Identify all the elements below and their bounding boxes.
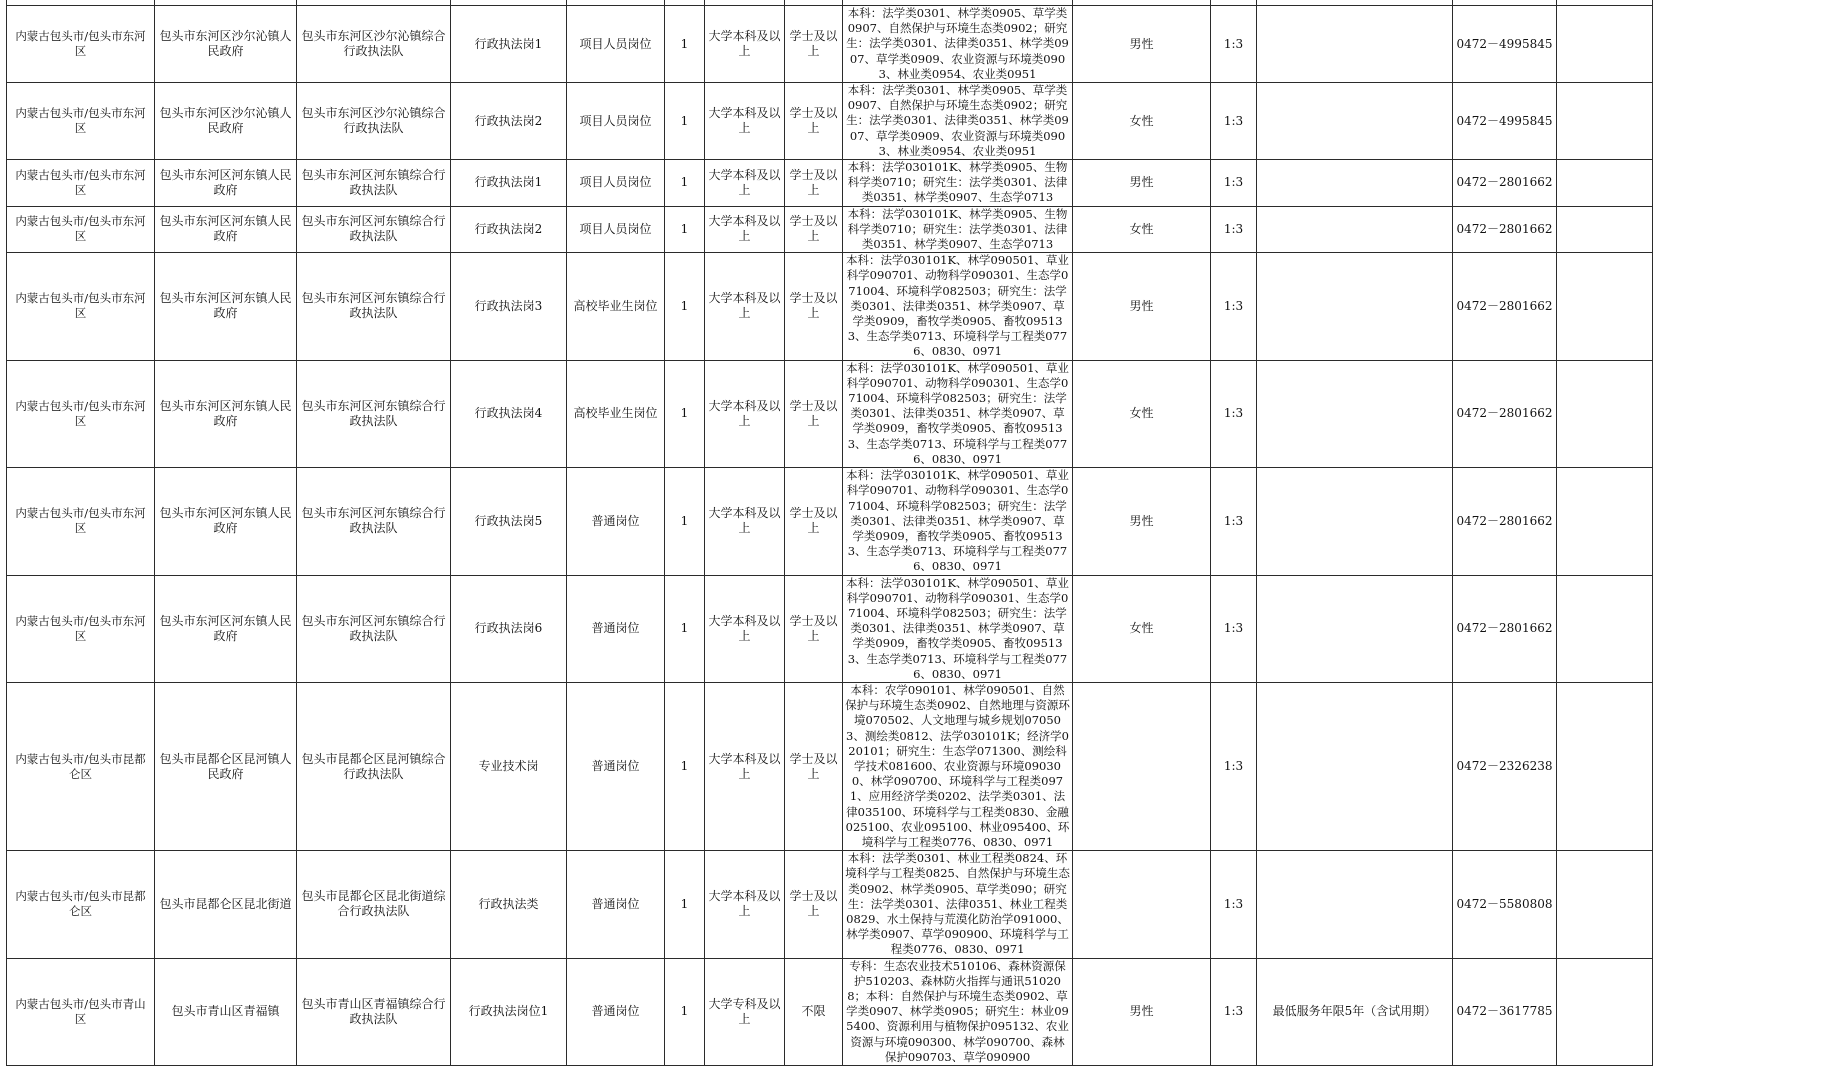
gender-cell[interactable]: 女性 (1073, 575, 1211, 682)
unit-cell[interactable]: 包头市东河区河东镇综合行政执法队 (297, 253, 451, 360)
table-row (7, 83, 1653, 160)
other-cell[interactable] (1257, 682, 1453, 850)
empty-cell[interactable] (1557, 360, 1653, 467)
other-cell[interactable] (1257, 575, 1453, 682)
empty-cell[interactable] (1557, 83, 1653, 160)
requirements-cell[interactable]: 本科：法学类0301、林学类0905、草学类0907、自然保护与环境生态类0902；研究生：法学类0301、法律类0351、林学类0907、草学类0909、农业资源与环境类0903、林业类0954、农业类0951 (843, 6, 1073, 83)
table-row (7, 575, 1653, 682)
empty-cell[interactable] (1557, 206, 1653, 253)
gender-cell[interactable]: 女性 (1073, 206, 1211, 253)
dept-cell[interactable]: 包头市昆都仑区昆北街道 (155, 851, 297, 958)
ratio-cell[interactable]: 1:3 (1211, 958, 1257, 1065)
requirements-cell[interactable]: 本科：法学030101K、林学090501、草业科学090701、动物科学090301、生态学071004、环境科学082503；研究生：法学类0301、法律类0351、林学类0907、草学类0909，畜牧学类0905、畜牧095133、生态学类0713、环境科学与工程类0776、0830、0971 (843, 360, 1073, 467)
phone-cell[interactable]: 0472－2801662 (1453, 160, 1557, 207)
phone-cell[interactable]: 0472－2801662 (1453, 206, 1557, 253)
gender-cell[interactable]: 男性 (1073, 6, 1211, 83)
ratio-cell[interactable]: 1:3 (1211, 360, 1257, 467)
dept-cell[interactable]: 包头市东河区河东镇人民政府 (155, 575, 297, 682)
type-cell[interactable]: 高校毕业生岗位 (567, 253, 665, 360)
gender-cell[interactable] (1073, 682, 1211, 850)
requirements-cell[interactable]: 本科：法学030101K、林学090501、草业科学090701、动物科学090301、生态学071004、环境科学082503；研究生：法学类0301、法律类0351、林学类0907、草学类0909，畜牧学类0905、畜牧095133、生态学类0713、环境科学与工程类0776、0830、0971 (843, 468, 1073, 575)
gender-cell[interactable] (1073, 851, 1211, 958)
phone-cell[interactable]: 0472－5580808 (1453, 851, 1557, 958)
degree-cell[interactable]: 学士及以上 (785, 160, 843, 207)
ratio-cell[interactable]: 1:3 (1211, 253, 1257, 360)
requirements-cell[interactable]: 本科：法学030101K、林学类0905、生物科学类0710；研究生：法学类0301、法律类0351、林学类0907、生态学0713 (843, 206, 1073, 253)
phone-cell[interactable]: 0472－2801662 (1453, 575, 1557, 682)
type-cell[interactable]: 普通岗位 (567, 682, 665, 850)
count-cell[interactable]: 1 (665, 958, 705, 1065)
dept-cell[interactable]: 包头市东河区河东镇人民政府 (155, 253, 297, 360)
post-cell[interactable]: 行政执法岗5 (451, 468, 567, 575)
count-cell[interactable]: 1 (665, 851, 705, 958)
empty-cell[interactable] (1557, 851, 1653, 958)
degree-cell[interactable]: 不限 (785, 958, 843, 1065)
job-posts-table (6, 0, 1653, 1066)
unit-cell[interactable]: 包头市东河区河东镇综合行政执法队 (297, 575, 451, 682)
count-cell[interactable]: 1 (665, 468, 705, 575)
type-cell[interactable]: 项目人员岗位 (567, 6, 665, 83)
table-row (7, 468, 1653, 575)
degree-cell[interactable]: 学士及以上 (785, 682, 843, 850)
region-cell[interactable]: 内蒙古包头市/包头市东河区 (7, 160, 155, 207)
type-cell[interactable]: 高校毕业生岗位 (567, 360, 665, 467)
dept-cell[interactable]: 包头市东河区河东镇人民政府 (155, 468, 297, 575)
region-cell[interactable]: 内蒙古包头市/包头市东河区 (7, 360, 155, 467)
region-cell[interactable]: 内蒙古包头市/包头市青山区 (7, 958, 155, 1065)
dept-cell[interactable]: 包头市昆都仑区昆河镇人民政府 (155, 682, 297, 850)
table-row (7, 206, 1653, 253)
other-cell[interactable] (1257, 468, 1453, 575)
phone-cell[interactable]: 0472－2801662 (1453, 253, 1557, 360)
type-cell[interactable]: 普通岗位 (567, 958, 665, 1065)
other-cell[interactable] (1257, 360, 1453, 467)
type-cell[interactable]: 项目人员岗位 (567, 83, 665, 160)
degree-cell[interactable]: 学士及以上 (785, 468, 843, 575)
post-cell[interactable]: 行政执法类 (451, 851, 567, 958)
table-row (7, 6, 1653, 83)
degree-cell[interactable]: 学士及以上 (785, 851, 843, 958)
gender-cell[interactable]: 男性 (1073, 253, 1211, 360)
table-row (7, 360, 1653, 467)
degree-cell[interactable]: 学士及以上 (785, 6, 843, 83)
unit-cell[interactable]: 包头市青山区青福镇综合行政执法队 (297, 958, 451, 1065)
requirements-cell[interactable]: 本科：法学类0301、林业工程类0824、环境科学与工程类0825、自然保护与环境生态类0902、林学类0905、草学类090；研究生：法学类0301、法律0351、林业工程类0829、水土保持与荒漠化防治学091000、林学类0907、草学090900、环境科学与工程类0776、0830、0971 (843, 851, 1073, 958)
dept-cell[interactable]: 包头市东河区沙尔沁镇人民政府 (155, 83, 297, 160)
unit-cell[interactable]: 包头市东河区河东镇综合行政执法队 (297, 468, 451, 575)
unit-cell[interactable]: 包头市昆都仑区昆北街道综合行政执法队 (297, 851, 451, 958)
empty-cell[interactable] (1557, 6, 1653, 83)
degree-cell[interactable]: 学士及以上 (785, 253, 843, 360)
requirements-cell[interactable]: 本科：农学090101、林学090501、自然保护与环境生态类0902、自然地理与资源环境070502、人文地理与城乡规划070503、测绘类0812、法学030101K；经济学020101；研究生：生态学071300、测绘科学技术081600、农业资源与环境090300、林学090700、环境科学与工程类0971、应用经济学类0202、法学类0301、法律035100、环境科学与工程类0830、金融025100、农业095100、林业095400、环境科学与工程类0776、0830、0971 (843, 682, 1073, 850)
table-row (7, 682, 1653, 850)
empty-cell[interactable] (1557, 958, 1653, 1065)
unit-cell[interactable]: 包头市东河区河东镇综合行政执法队 (297, 160, 451, 207)
empty-cell[interactable] (1557, 253, 1653, 360)
requirements-cell[interactable]: 专科：生态农业技术510106、森林资源保护510203、森林防火指挥与通讯510208；本科：自然保护与环境生态类0902、草学类0907、林学类0905；研究生：林业095400、资源利用与植物保护095132、农业资源与环境090300、林学090700、森林保护090703、草学090900 (843, 958, 1073, 1065)
post-cell[interactable]: 行政执法岗2 (451, 206, 567, 253)
education-cell[interactable]: 大学本科及以上 (705, 206, 785, 253)
other-cell[interactable]: 最低服务年限5年（含试用期） (1257, 958, 1453, 1065)
unit-cell[interactable]: 包头市昆都仑区昆河镇综合行政执法队 (297, 682, 451, 850)
ratio-cell[interactable]: 1:3 (1211, 206, 1257, 253)
count-cell[interactable]: 1 (665, 83, 705, 160)
education-cell[interactable]: 大学本科及以上 (705, 160, 785, 207)
unit-cell[interactable]: 包头市东河区河东镇综合行政执法队 (297, 360, 451, 467)
type-cell[interactable]: 普通岗位 (567, 575, 665, 682)
education-cell[interactable]: 大学本科及以上 (705, 6, 785, 83)
count-cell[interactable]: 1 (665, 360, 705, 467)
region-cell[interactable]: 内蒙古包头市/包头市东河区 (7, 83, 155, 160)
type-cell[interactable]: 项目人员岗位 (567, 206, 665, 253)
ratio-cell[interactable]: 1:3 (1211, 851, 1257, 958)
gender-cell[interactable]: 女性 (1073, 83, 1211, 160)
region-cell[interactable]: 内蒙古包头市/包头市昆都仑区 (7, 851, 155, 958)
phone-cell[interactable]: 0472－4995845 (1453, 6, 1557, 83)
empty-cell[interactable] (1557, 682, 1653, 850)
other-cell[interactable] (1257, 253, 1453, 360)
type-cell[interactable]: 普通岗位 (567, 468, 665, 575)
region-cell[interactable]: 内蒙古包头市/包头市东河区 (7, 6, 155, 83)
empty-cell[interactable] (1557, 160, 1653, 207)
count-cell[interactable]: 1 (665, 160, 705, 207)
dept-cell[interactable]: 包头市青山区青福镇 (155, 958, 297, 1065)
requirements-cell[interactable]: 本科：法学030101K、林学090501、草业科学090701、动物科学090301、生态学071004、环境科学082503；研究生：法学类0301、法律类0351、林学类0907、草学类0909，畜牧学类0905、畜牧095133、生态学类0713、环境科学与工程类0776、0830、0971 (843, 575, 1073, 682)
other-cell[interactable] (1257, 83, 1453, 160)
education-cell[interactable]: 大学本科及以上 (705, 83, 785, 160)
degree-cell[interactable]: 学士及以上 (785, 83, 843, 160)
empty-cell[interactable] (1557, 468, 1653, 575)
gender-cell[interactable]: 女性 (1073, 360, 1211, 467)
dept-cell[interactable]: 包头市东河区河东镇人民政府 (155, 160, 297, 207)
education-cell[interactable]: 大学专科及以上 (705, 958, 785, 1065)
type-cell[interactable]: 普通岗位 (567, 851, 665, 958)
degree-cell[interactable]: 学士及以上 (785, 206, 843, 253)
post-cell[interactable]: 行政执法岗4 (451, 360, 567, 467)
count-cell[interactable]: 1 (665, 253, 705, 360)
ratio-cell[interactable]: 1:3 (1211, 468, 1257, 575)
region-cell[interactable]: 内蒙古包头市/包头市东河区 (7, 206, 155, 253)
post-cell[interactable]: 行政执法岗2 (451, 83, 567, 160)
other-cell[interactable] (1257, 206, 1453, 253)
unit-cell[interactable]: 包头市东河区沙尔沁镇综合行政执法队 (297, 6, 451, 83)
other-cell[interactable] (1257, 6, 1453, 83)
post-cell[interactable]: 行政执法岗3 (451, 253, 567, 360)
post-cell[interactable]: 行政执法岗1 (451, 160, 567, 207)
dept-cell[interactable]: 包头市东河区河东镇人民政府 (155, 206, 297, 253)
dept-cell[interactable]: 包头市东河区沙尔沁镇人民政府 (155, 6, 297, 83)
post-cell[interactable]: 行政执法岗位1 (451, 958, 567, 1065)
unit-cell[interactable]: 包头市东河区沙尔沁镇综合行政执法队 (297, 83, 451, 160)
ratio-cell[interactable]: 1:3 (1211, 160, 1257, 207)
gender-cell[interactable]: 男性 (1073, 160, 1211, 207)
degree-cell[interactable]: 学士及以上 (785, 360, 843, 467)
count-cell[interactable]: 1 (665, 682, 705, 850)
ratio-cell[interactable]: 1:3 (1211, 575, 1257, 682)
education-cell[interactable]: 大学本科及以上 (705, 253, 785, 360)
unit-cell[interactable]: 包头市东河区河东镇综合行政执法队 (297, 206, 451, 253)
type-cell[interactable]: 项目人员岗位 (567, 160, 665, 207)
phone-cell[interactable]: 0472－2801662 (1453, 468, 1557, 575)
count-cell[interactable]: 1 (665, 6, 705, 83)
requirements-cell[interactable]: 本科：法学030101K、林学090501、草业科学090701、动物科学090301、生态学071004、环境科学082503；研究生：法学类0301、法律类0351、林学类0907、草学类0909，畜牧学类0905、畜牧095133、生态学类0713、环境科学与工程类0776、0830、0971 (843, 253, 1073, 360)
region-cell[interactable]: 内蒙古包头市/包头市东河区 (7, 253, 155, 360)
education-cell[interactable]: 大学本科及以上 (705, 851, 785, 958)
education-cell[interactable]: 大学本科及以上 (705, 360, 785, 467)
phone-cell[interactable]: 0472－4995845 (1453, 83, 1557, 160)
count-cell[interactable]: 1 (665, 206, 705, 253)
requirements-cell[interactable]: 本科：法学030101K、林学类0905、生物科学类0710；研究生：法学类0301、法律类0351、林学类0907、生态学0713 (843, 160, 1073, 207)
gender-cell[interactable]: 男性 (1073, 468, 1211, 575)
requirements-cell[interactable]: 本科：法学类0301、林学类0905、草学类0907、自然保护与环境生态类0902；研究生：法学类0301、法律类0351、林学类0907、草学类0909、农业资源与环境类0903、林业类0954、农业类0951 (843, 83, 1073, 160)
region-cell[interactable]: 内蒙古包头市/包头市东河区 (7, 468, 155, 575)
count-cell[interactable]: 1 (665, 575, 705, 682)
ratio-cell[interactable]: 1:3 (1211, 6, 1257, 83)
phone-cell[interactable]: 0472－3617785 (1453, 958, 1557, 1065)
post-cell[interactable]: 行政执法岗1 (451, 6, 567, 83)
post-cell[interactable]: 行政执法岗6 (451, 575, 567, 682)
phone-cell[interactable]: 0472－2801662 (1453, 360, 1557, 467)
education-cell[interactable]: 大学本科及以上 (705, 682, 785, 850)
degree-cell[interactable]: 学士及以上 (785, 575, 843, 682)
post-cell[interactable]: 专业技术岗 (451, 682, 567, 850)
ratio-cell[interactable]: 1:3 (1211, 83, 1257, 160)
gender-cell[interactable]: 男性 (1073, 958, 1211, 1065)
ratio-cell[interactable]: 1:3 (1211, 682, 1257, 850)
table-row (7, 851, 1653, 958)
other-cell[interactable] (1257, 160, 1453, 207)
table-row (7, 253, 1653, 360)
region-cell[interactable]: 内蒙古包头市/包头市昆都仑区 (7, 682, 155, 850)
dept-cell[interactable]: 包头市东河区河东镇人民政府 (155, 360, 297, 467)
table-row (7, 958, 1653, 1065)
table-row (7, 160, 1653, 207)
empty-cell[interactable] (1557, 575, 1653, 682)
education-cell[interactable]: 大学本科及以上 (705, 575, 785, 682)
education-cell[interactable]: 大学本科及以上 (705, 468, 785, 575)
region-cell[interactable]: 内蒙古包头市/包头市东河区 (7, 575, 155, 682)
other-cell[interactable] (1257, 851, 1453, 958)
phone-cell[interactable]: 0472－2326238 (1453, 682, 1557, 850)
